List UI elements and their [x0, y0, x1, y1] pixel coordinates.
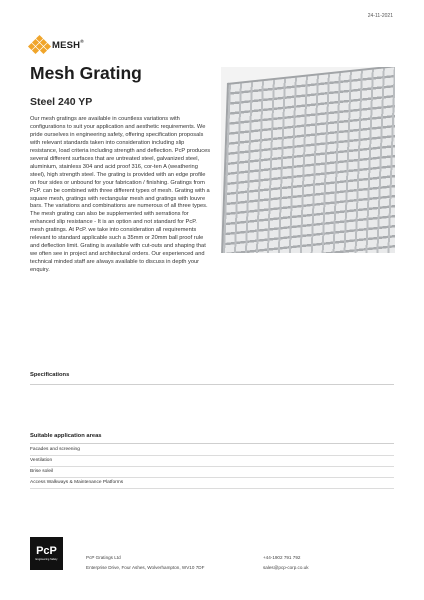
mesh-logo[interactable] — [30, 36, 84, 54]
pcp-logo[interactable] — [30, 537, 63, 570]
list-item: Facades and screening — [30, 444, 394, 456]
specifications-heading: Specifications — [30, 372, 70, 378]
document-date: 24-11-2021 — [367, 13, 393, 19]
diamond-grid-icon — [30, 36, 48, 54]
list-item: Brise soleil — [30, 466, 394, 478]
product-photo — [221, 67, 395, 253]
company-phone[interactable]: +44-1902 791 792 — [263, 555, 301, 560]
company-address: Enterprise Drive, Four Ashes, Wolverhampton, WV10 7DF — [86, 565, 205, 570]
company-name: PcP Gratings Ltd — [86, 555, 121, 560]
product-subtitle: Steel 240 YP — [30, 96, 93, 108]
divider — [30, 384, 394, 385]
grating-image — [221, 67, 395, 253]
brand-name: MESH® — [52, 39, 84, 51]
pcp-logo-text: PcP — [36, 545, 57, 557]
pcp-logo-tagline: Engineering Safety — [35, 558, 58, 561]
product-description: Our mesh gratings are available in countless variations with configurations to suit your application and aesthetic requirements. We pride ourselves in engineering safety, offering specification proposals with relevant standards taken into consideration including slip resistance, load criteria including strength and deflection. PcP produces several different surfaces that are untreated steel, galvanized steel, aluminium, stainless 304 and acid proof 316, cor-ten A (weathering steel), high strength steel. The grating is provided with an edge profile on four sides or unbound for your fabrication / finishing. Gratings from PcP. can be combined with three different types of mesh. Grating with a square mesh, gratings with rectangular mesh and gratings with louvre bars. The variations and combinations are numerous of all three types. The mesh grating can also be supplemented with serrations for enhanced slip resistance - It is an option and not standard for PcP. mesh gratings. At PcP. we take into consideration all requirements relevant to standard applicable such a 35mm or 20mm ball proof rule and deflection limit. Grating is available with cut-outs and shaping that we often see in project and architectural orders. Our experienced and technical minded staff are always available to discuss in depth your enquiry. — [30, 116, 211, 274]
applications-heading: Suitable application areas — [30, 433, 102, 439]
list-item: Access Walkways & Maintenance Platforms — [30, 477, 394, 489]
page-title: Mesh Grating — [30, 63, 142, 83]
list-item: Ventilation — [30, 455, 394, 467]
company-email[interactable]: sales@pcp-corp.co.uk — [263, 565, 309, 570]
